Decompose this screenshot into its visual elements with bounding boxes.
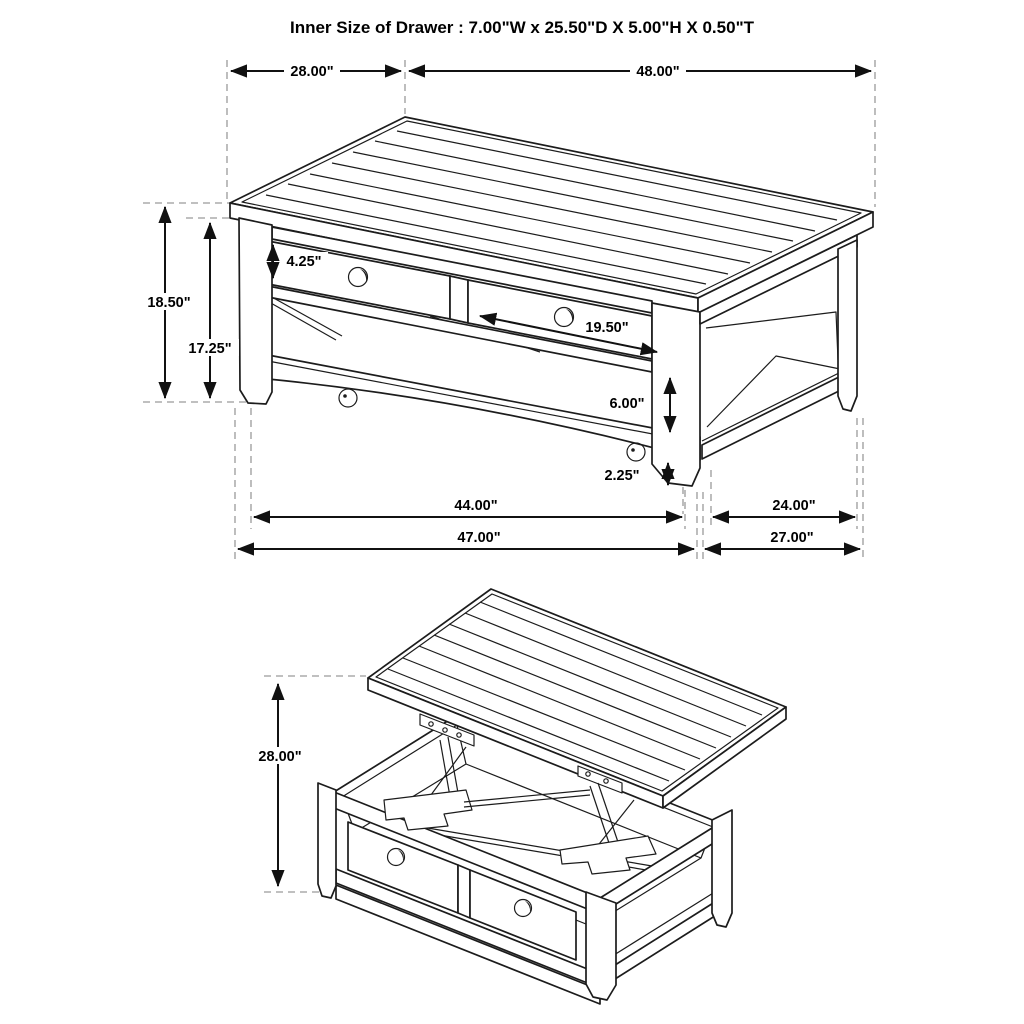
open-side-shelf-band — [604, 900, 718, 986]
open-drawer-divider — [458, 865, 470, 918]
dim-overall-width: 47.00" — [457, 530, 501, 546]
dim-top-width: 48.00" — [636, 64, 680, 80]
open-view-dimensions — [251, 684, 309, 886]
dim-shelf-gap-h: 6.00" — [609, 396, 645, 412]
drawer-divider — [450, 276, 468, 323]
page-title: Inner Size of Drawer : 7.00"W x 25.50"D X 5.00"H X 0.50"T — [289, 18, 755, 37]
dim-overall-depth: 27.00" — [770, 530, 814, 546]
dim-height-base: 17.25" — [188, 341, 232, 357]
dim-lift-height: 28.00" — [258, 749, 302, 765]
dim-drawer-front-w: 19.50" — [585, 320, 629, 336]
lifted-tabletop — [368, 589, 786, 808]
dim-base-width: 44.00" — [454, 498, 498, 514]
dim-base-depth: 24.00" — [772, 498, 816, 514]
dim-height-total: 18.50" — [147, 295, 191, 311]
leg-front-right — [652, 303, 700, 486]
leg-front-left — [239, 218, 272, 404]
dim-foot-h: 2.25" — [604, 468, 640, 484]
caster-wheel-left — [339, 389, 357, 407]
side-shelf-band — [702, 374, 845, 459]
dim-top-depth: 28.00" — [290, 64, 334, 80]
open-leg-front — [586, 892, 616, 1000]
open-leg-left — [318, 783, 336, 898]
dim-drawer-front-h: 4.25" — [286, 254, 322, 270]
open-view-drawing — [251, 589, 786, 1004]
closed-view-drawing — [140, 60, 875, 560]
caster-wheel-right — [627, 443, 645, 461]
side-shelf-front-edge — [702, 370, 845, 441]
leg-back-right — [838, 240, 857, 411]
closed-table-body — [230, 117, 873, 486]
open-leg-right — [712, 810, 732, 927]
